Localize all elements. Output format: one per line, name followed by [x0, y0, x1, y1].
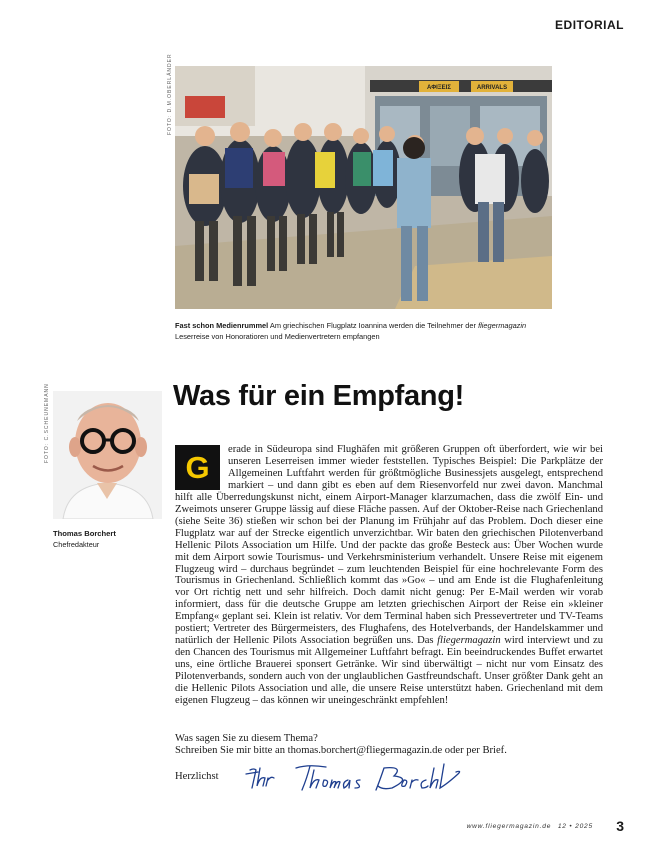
footer-url: www.fliegermagazin.de — [466, 823, 552, 830]
article-body — [175, 444, 603, 707]
sign-greek: ΑΦΙΞΕΙΣ — [427, 85, 451, 91]
closing-contact: Schreiben Sie mir bitte an thomas.borchert@fliegermagazin.de oder per Brief. — [175, 745, 507, 756]
photo-caption — [175, 321, 552, 342]
caption-text: Am griechischen Flugplatz Ioannina werden die Teilnehmer der — [269, 321, 476, 330]
footer — [467, 823, 593, 830]
group-photo — [175, 66, 552, 309]
body-text: erade in Südeuropa sind Flughäfen mit größeren Gruppen oft überfordert, wie wir bei unseren Leserreisen immer wieder feststellen. Typisches Beispiel: Die Parkplätze der Allgemeinen Luftfahrt werden für größtmögliche Businessjets ausgelegt, entsprechend markiert – und dann gibt es eben auf dem Riesenvorfeld nur zwei davon. Manchmal hilft alle Überredungskunst nicht, einem Airport-Manager klarzumachen, dass die zwölf Ein- und Zweimots unserer Gruppe lässig auf diese Fläche passen. Auf der Oktober-Reise nach Griechenland (siehe Seite 36) stießen wir schon bei der Planung im Frühjahr auf das Problem. Doch dieser eine Flugplatz war auf der Strecke eigentlich unverzichtbar. Wir baten den griechischen Pilotenverband Hellenic Pilots Association um Hilfe. Und der packte das große Besteck aus: Über Wochen wurde mit dem Airport sowie Tourismus- und Verkehrsministerium verhandelt. Unsere Reise mit eigenem Flugzeug wird – durchaus begründet – zum leuchtenden Beispiel für eine hochrelevante Form des Tourismus in Griechenland. Schließlich kommt das »Go« – und am Ende ist die Flughafenleitung vor Ort richtig nett und sehr hilfreich. Doch damit nicht genug: Per E-Mail werden wir vorab informiert, dass für die deutsche Gruppe am letzten griechischen Airport der Reise ein »kleiner Empfang« geplant sei. Klein ist relativ. Vor dem Terminal haben sich Pressevertreter und TV-Teams postiert; Vertreter des Bürgermeisters, des Flughafens, des Hotelverbands, der Handelskammer und natürlich der Hellenic Pilots Association begrüßen uns. Das — [175, 444, 603, 647]
signature-image — [244, 760, 466, 796]
section-label: EDITORIAL — [555, 18, 624, 32]
closing-block — [175, 733, 605, 757]
caption-magazine: fliegermagazin — [478, 321, 527, 330]
page-number: 3 — [616, 818, 624, 834]
group-photo-illustration — [175, 66, 552, 309]
caption-text-end: Leserreise von Honoratioren und Medienvertretern empfangen — [175, 331, 380, 341]
author-name: Thomas Borchert — [53, 529, 116, 538]
author-portrait-illustration — [53, 391, 162, 519]
article-headline: Was für ein Empfang! — [173, 380, 464, 412]
caption-lead: Fast schon Medienrummel — [175, 321, 269, 330]
photo-credit: FOTO: D.M.OBERLÄNDER — [167, 53, 173, 135]
author-portrait — [53, 391, 162, 519]
sign-english: ARRIVALS — [476, 85, 508, 91]
closing-regards: Herzlichst — [175, 771, 219, 782]
portrait-credit: FOTO: C.SCHEUNEMANN — [44, 383, 50, 463]
body-magazine: fliegermagazin — [437, 635, 501, 647]
signature — [244, 760, 466, 796]
author-role: Chefredakteur — [53, 540, 100, 549]
body-text-end: wird interviewt und zu den Chancen des Tourismus mit Allgemeiner Luftfahrt befragt. Ein beeindruckendes Buffet erwartet uns, eine örtliche Brauerei sponsert Getränke. Wir sind überwältigt – nicht nur vom Einsatz des Pilotenverbands, sondern auch von der unglaublichen Gastfreundschaft. Unser größter Dank geht an die Hellenic Pilots Association und alle, die unsere Reise unterstützt haben. Griechenland mit dem eigenen Flugzeug – das können wir uneingeschränkt empfehlen! — [175, 635, 604, 707]
drop-cap: G — [175, 445, 220, 490]
closing-question: Was sagen Sie zu diesem Thema? — [175, 733, 318, 744]
footer-issue: 12 • 2025 — [557, 823, 593, 830]
